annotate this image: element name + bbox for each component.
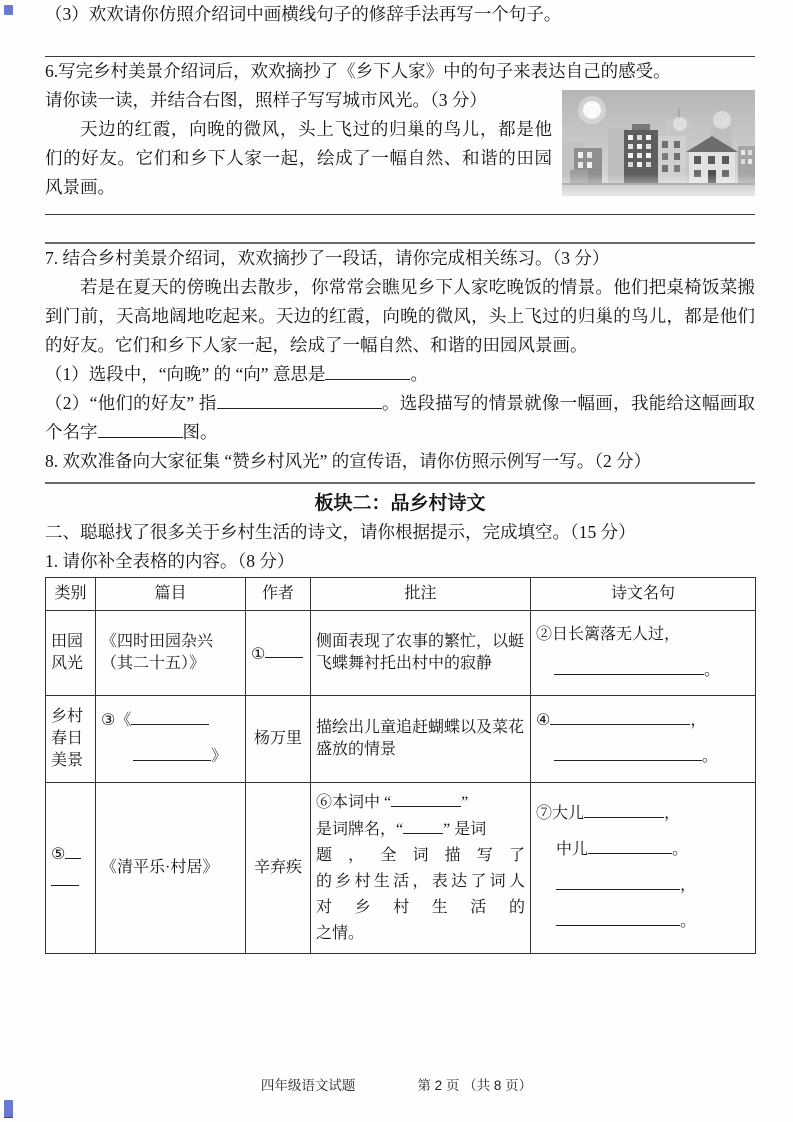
q7-sub2-text-b: 。选段描写的情景就像一幅画，我能给这幅画取个名字	[45, 393, 755, 442]
r3-note-l2-text-b: ” 是词	[443, 820, 487, 838]
fill-blank	[550, 707, 690, 725]
r3-category-line2	[51, 868, 90, 895]
r3-note-line4: 的乡村生活，表达了词人	[316, 872, 525, 890]
fill-blank	[133, 743, 211, 761]
q6-block	[45, 86, 755, 202]
r2-title-line1	[101, 703, 240, 739]
r2-verse	[531, 696, 756, 783]
fill-blank	[265, 641, 303, 659]
r3-author: 辛弃疾	[246, 783, 311, 954]
q7-sub1	[45, 360, 755, 389]
footer-page-number: 第 2 页 （共 8 页）	[417, 1078, 533, 1093]
r3-verse-l1-comma: ，	[664, 805, 681, 822]
fill-blank	[554, 743, 702, 761]
col-header-verse: 诗文名句	[531, 578, 756, 611]
footer-doc-title: 四年级语文试题	[260, 1078, 356, 1093]
q7-sub1-period: 。	[410, 364, 428, 384]
r1-category: 田园风光	[46, 611, 96, 696]
r2-title-suffix: 》	[211, 748, 228, 765]
r2-verse-period: 。	[702, 748, 719, 765]
r1-author-blank	[246, 611, 311, 696]
r1-verse-line2	[536, 653, 750, 689]
section2-item1: 1. 请你补全表格的内容。（8 分）	[45, 551, 295, 571]
fill-blank	[217, 390, 382, 409]
r2-verse-line1	[536, 703, 750, 739]
r3-category-circled-number: ⑤	[51, 846, 66, 863]
r3-note-line1	[316, 789, 525, 816]
page-footer	[0, 1074, 793, 1094]
r2-title-blank	[96, 696, 246, 783]
r3-note-l2-text: 是词牌名，“	[316, 820, 404, 838]
q6-line1: 6.写完乡村美景介绍词后，欢欢摘抄了《乡下人家》中的句子来表达自己的感受。	[45, 61, 671, 81]
answer-line	[45, 214, 755, 215]
q6-line2: 请你读一读，并结合右图，照样子写写城市风光。（3 分）	[45, 90, 487, 110]
table-row	[46, 696, 756, 783]
section2-intro: 二、聪聪找了很多关于乡村生活的诗文，请你根据提示，完成填空。（15 分）	[45, 522, 636, 542]
r2-author: 杨万里	[246, 696, 311, 783]
poetry-table	[45, 577, 756, 954]
q3-text: （3）欢欢请你仿照介绍词中画横线句子的修辞手法再写一个句子。	[45, 4, 562, 24]
r1-verse-period: 。	[704, 662, 721, 679]
r2-note: 描绘出儿童追赶蝴蝶以及菜花盛放的情景	[311, 696, 531, 783]
r2-title-prefix: ③《	[101, 712, 132, 729]
r3-verse-line4	[536, 904, 750, 940]
q7-sub2-text-a: （2）“他们的好友” 指	[45, 393, 217, 413]
page-content	[45, 0, 755, 954]
fill-blank	[391, 789, 461, 807]
q7-passage: 若是在夏天的傍晚出去散步，你常常会瞧见乡下人家吃晚饭的情景。他们把桌椅饭菜搬到门前，天高地阔地吃起来。天边的红霞，向晚的微风，头上飞过的归巢的鸟儿，都是他们的好友。它们和乡下人家一起，绘成了一幅自然、和谐的田园风景画。	[45, 277, 755, 355]
r2-title-line2	[101, 739, 240, 775]
r3-verse-line3	[536, 868, 750, 904]
r2-category: 乡村春日美景	[46, 696, 96, 783]
table-row	[46, 611, 756, 696]
r3-note-line2	[316, 816, 525, 843]
r2-verse-line2	[536, 739, 750, 775]
col-header-category: 类别	[46, 578, 96, 611]
r3-category-blank	[46, 783, 96, 954]
fill-blank	[51, 868, 79, 886]
fill-blank	[554, 657, 704, 675]
r1-note: 侧面表现了农事的繁忙，以蜓飞蝶舞衬托出村中的寂静	[311, 611, 531, 696]
r1-author-circled-number: ①	[251, 645, 266, 663]
r3-verse-l1-text: ⑦大儿	[536, 805, 585, 822]
q7-sub1-text: （1）选段中，“向晚” 的 “向” 意思是	[45, 364, 326, 384]
r3-note-l1-quote: ”	[461, 794, 469, 811]
r3-category-line1	[51, 841, 90, 868]
r2-verse-circled-number: ④	[536, 712, 551, 729]
fill-blank	[588, 836, 672, 854]
fill-blank	[131, 707, 209, 725]
r1-verse-line1: ②日长篱落无人过，	[536, 626, 681, 643]
r2-verse-comma: ，	[690, 712, 707, 729]
section2-title: 板块二：品乡村诗文	[314, 493, 486, 514]
q6-quote-paragraph: 天边的红霞，向晚的微风，头上飞过的归巢的鸟儿，都是他们的好友。它们和乡下人家一起，绘成了一幅自然、和谐的田园风景画。	[45, 119, 552, 197]
q8-text: 8. 欢欢准备向大家征集 “赞乡村风光” 的宣传语，请你仿照示例写一写。（2 分）	[45, 451, 652, 471]
q7-sub2-text-c: 图。	[182, 422, 218, 442]
table-row	[46, 783, 756, 954]
r3-verse-line1	[536, 796, 750, 832]
city-night-svg	[562, 90, 755, 196]
scan-corner-mark-top	[4, 5, 13, 15]
r3-note	[311, 783, 531, 954]
table-header-row	[46, 578, 756, 611]
r3-note-line5: 对乡村生活的	[316, 898, 525, 916]
r1-verse	[531, 611, 756, 696]
fill-blank	[556, 872, 680, 890]
r3-note-line6: 之情。	[316, 924, 365, 942]
r3-title: 《清平乐·村居》	[96, 783, 246, 954]
city-night-illustration	[562, 90, 755, 196]
q7-intro: 7. 结合乡村美景介绍词，欢欢摘抄了一段话，请你完成相关练习。（3 分）	[45, 248, 610, 268]
r3-note-l1-text: ⑥本词中 “	[316, 794, 392, 811]
col-header-note: 批注	[311, 578, 531, 611]
r1-title: 《四时田园杂兴（其二十五）》	[96, 611, 246, 696]
fill-blank	[325, 361, 410, 380]
fill-blank	[65, 841, 81, 859]
fill-blank	[98, 419, 183, 438]
q7-sub2	[45, 389, 755, 447]
col-header-author: 作者	[246, 578, 311, 611]
fill-blank	[584, 800, 664, 818]
scan-corner-mark-bottom	[4, 1100, 13, 1118]
col-header-title: 篇目	[96, 578, 246, 611]
r3-verse-l4-period: 。	[680, 913, 697, 930]
r3-note-line3: 题，全词描写了	[316, 846, 525, 864]
r3-verse-l2-text: 中儿	[556, 841, 589, 858]
section-separator	[45, 482, 755, 484]
r3-verse	[531, 783, 756, 954]
r3-verse-line2	[536, 832, 750, 868]
r3-verse-l2-period: 。	[672, 841, 689, 858]
r3-verse-l3-comma: ，	[680, 877, 697, 894]
fill-blank	[403, 816, 443, 834]
fill-blank	[556, 908, 680, 926]
